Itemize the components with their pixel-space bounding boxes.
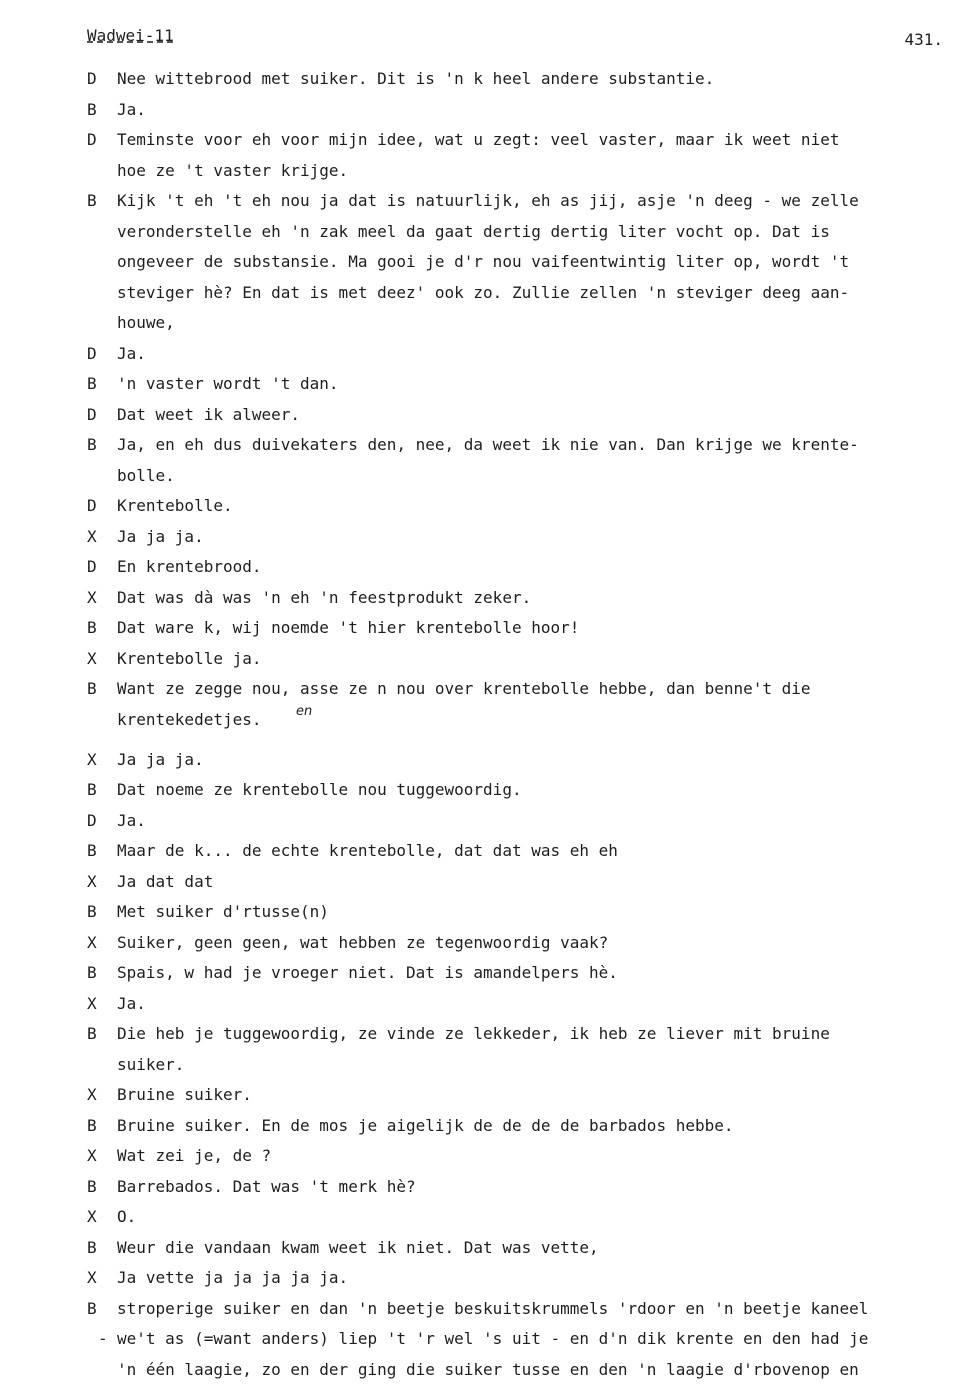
transcript-line	[0, 1202, 973, 1233]
utterance-text: Ja.	[117, 810, 146, 830]
utterance-text: Dat weet ik alweer.	[117, 404, 301, 424]
speaker-label: B	[87, 1176, 97, 1196]
utterance-text: Ja.	[117, 99, 146, 119]
utterance-text: Dat noeme ze krentebolle nou tuggewoordig.	[117, 780, 522, 799]
speaker-label: B	[87, 374, 97, 393]
utterance-text: Weur die vandaan kwam weet ik niet. Dat was vette,	[117, 1237, 599, 1257]
utterance-text: veronderstelle eh 'n zak meel da gaat dertig dertig liter vocht op. Dat is	[117, 221, 830, 241]
transcript-line	[0, 339, 973, 370]
utterance-text: Barrebados. Dat was 't merk hè?	[117, 1176, 416, 1196]
utterance-text: Ja vette ja ja ja ja ja.	[117, 1268, 349, 1287]
speaker-label: X	[87, 1268, 97, 1287]
transcript-line	[0, 1355, 973, 1386]
utterance-text: Nee wittebrood met suiker. Dit is 'n k heel andere substantie.	[117, 69, 715, 88]
transcript-line	[0, 552, 973, 583]
utterance-text: 'n vaster wordt 't dan.	[117, 374, 339, 393]
utterance-text: ongeveer de substansie. Ma gooi je d'r nou vaifeentwintig liter op, wordt 't	[117, 252, 850, 271]
transcript-body	[0, 64, 973, 1385]
transcript-line	[0, 308, 973, 339]
utterance-text: Krentebolle.	[117, 496, 233, 515]
speaker-label: D	[87, 496, 97, 515]
speaker-label: B	[87, 963, 97, 982]
transcript-line	[0, 1080, 973, 1111]
utterance-text: Bruine suiker. En de mos je aigelijk de de de de barbados hebbe.	[117, 1115, 734, 1135]
utterance-text: Teminste voor eh voor mijn idee, wat u zegt: veel vaster, maar ik weet niet	[117, 130, 840, 149]
speaker-label: X	[87, 871, 97, 891]
speaker-label: B	[87, 191, 97, 210]
transcript-line	[0, 1233, 973, 1264]
document-id-text: Wadwei-11	[87, 26, 174, 45]
speaker-label: X	[87, 749, 97, 769]
speaker-label: D	[87, 810, 97, 830]
transcript-line	[0, 64, 973, 95]
utterance-text: Spais, w had je vroeger niet. Dat is amandelpers hè.	[117, 963, 618, 982]
utterance-text: Ja ja ja.	[117, 749, 204, 769]
transcript-line	[0, 430, 973, 461]
speaker-label: B	[87, 1115, 97, 1135]
utterance-text: Dat ware k, wij noemde 't hier krentebolle hoor!	[117, 618, 580, 637]
transcript-line	[0, 522, 973, 553]
transcript-line	[0, 836, 973, 867]
utterance-text: Want ze zegge nou, asse ze n nou over krentebolle hebbe, dan benne't die	[117, 679, 811, 698]
speaker-label: X	[87, 932, 97, 952]
transcript-line	[0, 745, 973, 776]
transcript-line	[0, 867, 973, 898]
transcript-line	[0, 1050, 973, 1081]
speaker-label: X	[87, 648, 97, 668]
transcript-line	[0, 1141, 973, 1172]
utterance-text: O.	[117, 1207, 137, 1226]
utterance-text: krentekedetjes.	[117, 709, 262, 729]
transcript-line	[0, 95, 973, 126]
utterance-text: En krentebrood.	[117, 557, 262, 576]
speaker-label: B	[87, 1237, 97, 1257]
speaker-label: B	[87, 841, 97, 860]
document-id	[87, 26, 174, 45]
transcript-line	[0, 583, 973, 614]
transcript-line	[0, 125, 973, 156]
utterance-text: bolle.	[117, 465, 175, 485]
speaker-label: B	[87, 435, 97, 454]
utterance-text: Maar de k... de echte krentebolle, dat dat was eh eh	[117, 841, 618, 860]
speaker-label: D	[87, 130, 97, 149]
utterance-text: Ja dat dat	[117, 871, 214, 891]
speaker-label: D	[87, 69, 97, 88]
utterance-text: Ja.	[117, 993, 146, 1013]
transcript-line	[0, 217, 973, 248]
speaker-label: B	[87, 780, 97, 799]
continuation-dash: -	[98, 1329, 108, 1348]
transcript-line	[0, 491, 973, 522]
utterance-text: Ja.	[117, 343, 146, 363]
utterance-text: Kijk 't eh 't eh nou ja dat is natuurlijk, eh as jij, asje 'n deeg - we zelle	[117, 191, 859, 210]
transcript-line	[0, 989, 973, 1020]
transcript-line	[0, 400, 973, 431]
transcript-line	[0, 897, 973, 928]
handwritten-annotation: en	[296, 703, 313, 719]
transcript-line	[0, 1294, 973, 1325]
speaker-label: B	[87, 679, 97, 698]
transcript-line	[0, 1263, 973, 1294]
transcript-line	[0, 186, 973, 217]
utterance-text: Dat was dà was 'n eh 'n feestprodukt zeker.	[117, 587, 532, 607]
transcript-line	[0, 928, 973, 959]
transcript-line	[0, 1172, 973, 1203]
utterance-text: Die heb je tuggewoordig, ze vinde ze lekkeder, ik heb ze liever mit bruine	[117, 1024, 830, 1043]
transcript-line	[0, 1111, 973, 1142]
speaker-label: D	[87, 557, 97, 576]
transcript-line	[0, 278, 973, 309]
speaker-label: B	[87, 1298, 97, 1318]
transcript-line	[0, 644, 973, 675]
transcript-line	[0, 461, 973, 492]
transcript-line	[0, 806, 973, 837]
utterance-text: Ja ja ja.	[117, 526, 204, 546]
transcript-line	[0, 156, 973, 187]
speaker-label: D	[87, 404, 97, 424]
utterance-text: Met suiker d'rtusse(n)	[117, 902, 329, 921]
utterance-text: suiker.	[117, 1054, 185, 1074]
utterance-text: Suiker, geen geen, wat hebben ze tegenwoordig vaak?	[117, 932, 609, 952]
page-number: 431.	[904, 30, 943, 49]
utterance-text: Bruine suiker.	[117, 1085, 252, 1104]
transcript-line	[0, 705, 973, 745]
speaker-label: X	[87, 1207, 97, 1226]
speaker-label: X	[87, 526, 97, 546]
utterance-text: we't as (=want anders) liep 't 'r wel 's uit - en d'n dik krente en den had je	[117, 1329, 869, 1348]
speaker-label: B	[87, 902, 97, 921]
utterance-text: stroperige suiker en dan 'n beetje beskuitskrummels 'rdoor en 'n beetje kaneel	[117, 1298, 869, 1318]
speaker-label: X	[87, 1146, 97, 1165]
utterance-text: houwe,	[117, 313, 175, 332]
transcript-line	[0, 613, 973, 644]
transcript-line	[0, 958, 973, 989]
utterance-text: Wat zei je, de ?	[117, 1146, 272, 1165]
transcript-line	[0, 775, 973, 806]
utterance-text: steviger hè? En dat is met deez' ook zo. Zullie zellen 'n steviger deeg aan-	[117, 282, 850, 302]
speaker-label: B	[87, 618, 97, 637]
transcript-line	[0, 247, 973, 278]
speaker-label: X	[87, 587, 97, 607]
utterance-text: Krentebolle ja.	[117, 648, 262, 668]
utterance-text: hoe ze 't vaster krijge.	[117, 160, 349, 180]
utterance-text: Ja, en eh dus duivekaters den, nee, da weet ik nie van. Dan krijge we krente-	[117, 435, 859, 454]
speaker-label: X	[87, 1085, 97, 1104]
speaker-label: D	[87, 343, 97, 363]
transcript-line	[0, 1019, 973, 1050]
speaker-label: X	[87, 993, 97, 1013]
speaker-label: B	[87, 1024, 97, 1043]
utterance-text: 'n één laagie, zo en der ging die suiker tusse en den 'n laagie d'rbovenop en	[117, 1359, 859, 1379]
transcript-line	[0, 674, 973, 705]
speaker-label: B	[87, 99, 97, 119]
transcript-line	[0, 369, 973, 400]
transcript-line	[0, 1324, 973, 1355]
